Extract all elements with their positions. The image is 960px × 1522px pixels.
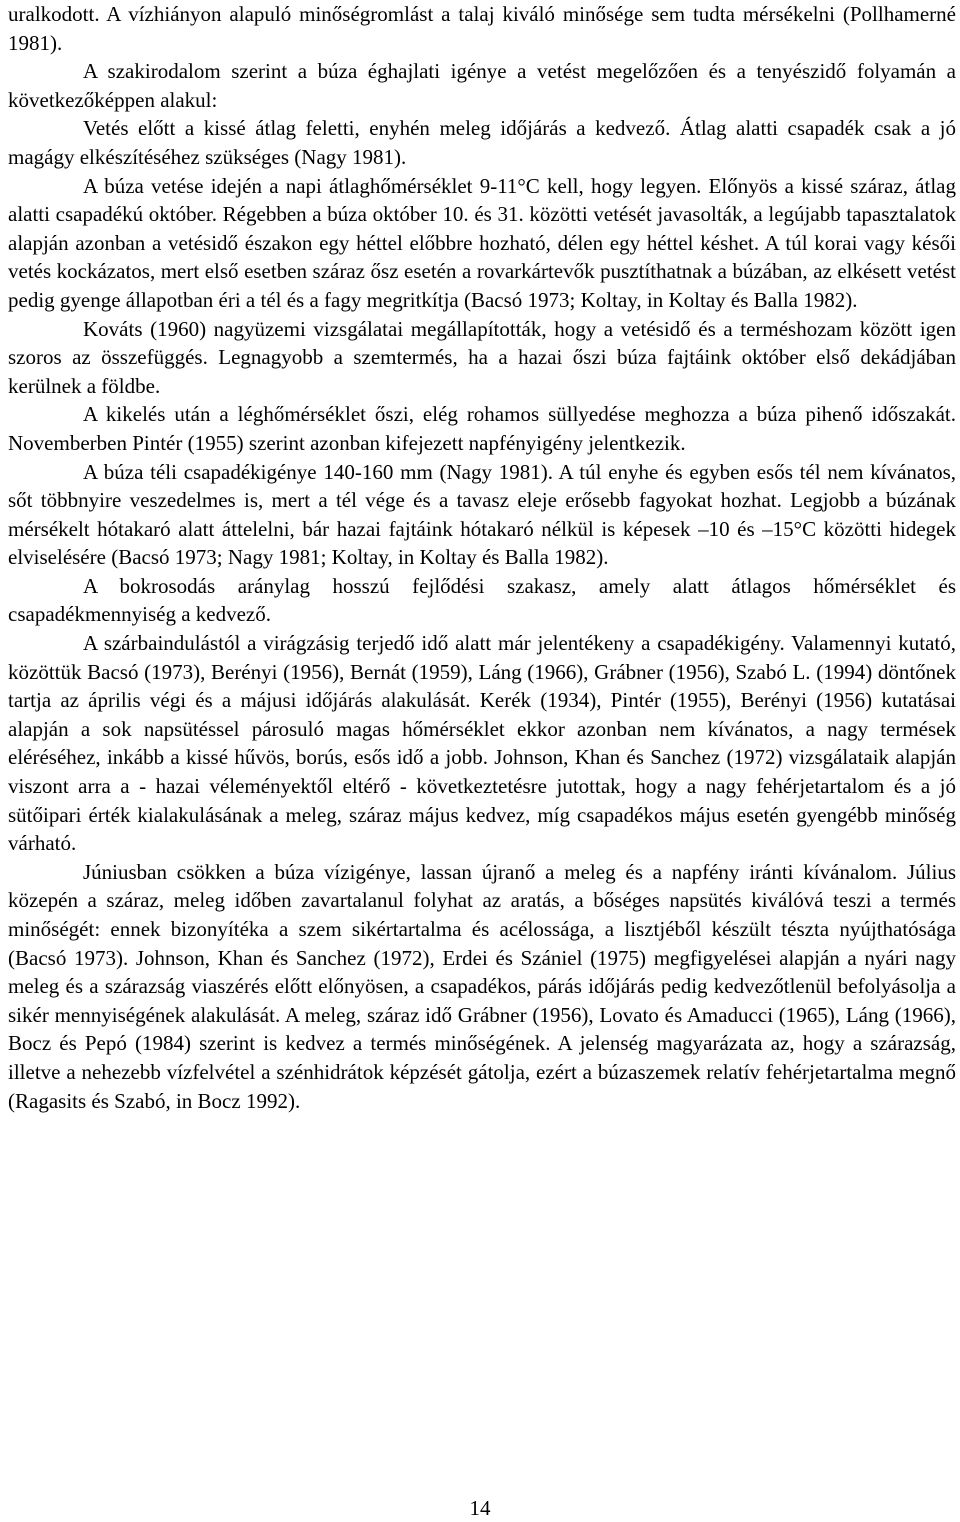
paragraph-winter: A búza téli csapadékigénye 140-160 mm (Nagy 1981). A túl enyhe és egyben esős tél nem kívánatos, sőt többnyire veszedelmes is, mert a tél vége és a tavasz eleje erősebb fagyokat hozhat. Legjobb a búzának mérsékelt hótakaró alatt áttelelni, bár hazai fajtáink hótakaró nélkül is képesek –10 és –15°C közötti hidegek elviselésére (Bacsó 1973; Nagy 1981; Koltay, in Koltay és Balla 1982). xyxy=(8,459,956,570)
document-body xyxy=(8,0,956,1115)
paragraph-stem-elongation: A szárbaindulástól a virágzásig terjedő idő alatt már jelentékeny a csapadékigény. Valamennyi kutató, közöttük Bacsó (1973), Berényi (1956), Bernát (1959), Láng (1966), Grábner (1956), Szabó L. (1994) döntőnek tartja az április végi és a májusi időjárás alakulását. Kerék (1934), Pintér (1955), Berényi (1956) kutatásai alapján a sok napsütéssel párosuló magas hőmérséklet ekkor azonban nem kívánatos, a nagy termések eléréséhez, inkább a kissé hűvös, borús, esős idő a jobb. Johnson, Khan és Sanchez (1972) vizsgálataik alapján viszont arra a - hazai véleményektől eltérő - következtetésre jutottak, hogy a nagy fehérjetartalom és a jó sütőipari érték kialakulásának a meleg, száraz május kedvez, míg csapadékos május esetén gyengébb minőség várható. xyxy=(8,631,956,856)
page-number: 14 xyxy=(469,1496,491,1520)
paragraph-continued: uralkodott. A vízhiányon alapuló minőségromlást a talaj kiváló minősége sem tudta mérsékelni (Pollhamerné 1981). xyxy=(8,2,956,55)
paragraph-sowing-time: A búza vetése idején a napi átlaghőmérséklet 9-11°C kell, hogy legyen. Előnyös a kissé száraz, átlag alatti csapadékú október. Régebben a búza október 10. és 31. közötti vetését javasolták, a legújabb tapasztalatok alapján azonban a vetésidő északon egy héttel előbbre hozható, délen egy héttel késhet. A túl korai vagy késői vetés kockázatos, mert első esetben száraz ősz esetén a rovarkártevők pusztíthatnak a búzában, az elkésett vetést pedig gyenge állapotban éri a tél és a fagy megritkítja (Bacsó 1973; Koltay, in Koltay és Balla 1982). xyxy=(8,173,956,312)
paragraph-emergence: A kikelés után a léghőmérséklet őszi, elég rohamos süllyedése meghozza a búza pihenő időszakát. Novemberben Pintér (1955) szerint azonban kifejezett napfényigény jelentkezik. xyxy=(8,402,956,455)
paragraph-june-july: Júniusban csökken a búza vízigénye, lassan újranő a meleg és a napfény iránti kívánalom. Július közepén a száraz, meleg időben zavartalanul folyhat az aratás, a bőséges napsütés kiválóvá teszi a termés minőségét: ennek bizonyítéka a szem sikértartalma és acélossága, a lisztjéből készült tészta nyújthatósága (Bacsó 1973). Johnson, Khan és Sanchez (1972), Erdei és Szániel (1975) megfigyelései alapján a nyári nagy meleg és a szárazság viaszérés előtt előnyösen, a csapadékos, párás időjárás pedig kedvezőtlenül befolyásolja a sikér mennyiségének alakulását. A meleg, száraz idő Grábner (1956), Lovato és Amaducci (1965), Láng (1966), Bocz és Pepó (1984) szerint is kedvez a termés minőségének. A jelenség magyarázata az, hogy a szárazság, illetve a nehezebb vízfelvétel a szénhidrátok képzését gátolja, ezért a búzaszemek relatív fehérjetartalma megnő (Ragasits és Szabó, in Bocz 1992). xyxy=(8,859,956,1113)
paragraph-climate-intro: A szakirodalom szerint a búza éghajlati igénye a vetést megelőzően és a tenyészidő folyamán a következőképpen alakul: xyxy=(8,59,956,112)
paragraph-before-sowing: Vetés előtt a kissé átlag feletti, enyhén meleg időjárás a kedvező. Átlag alatti csapadék csak a jó magágy elkészítéséhez szükséges (Nagy 1981). xyxy=(8,116,956,169)
paragraph-tillering: A bokrosodás aránylag hosszú fejlődési szakasz, amely alatt átlagos hőmérséklet és csapadékmennyiség a kedvező. xyxy=(8,573,956,627)
paragraph-kovats: Kováts (1960) nagyüzemi vizsgálatai megállapították, hogy a vetésidő és a terméshozam között igen szoros az összefüggés. Legnagyobb a szemtermés, ha a hazai őszi búza fajtáink október első dekádjában kerülnek a földbe. xyxy=(8,316,956,398)
